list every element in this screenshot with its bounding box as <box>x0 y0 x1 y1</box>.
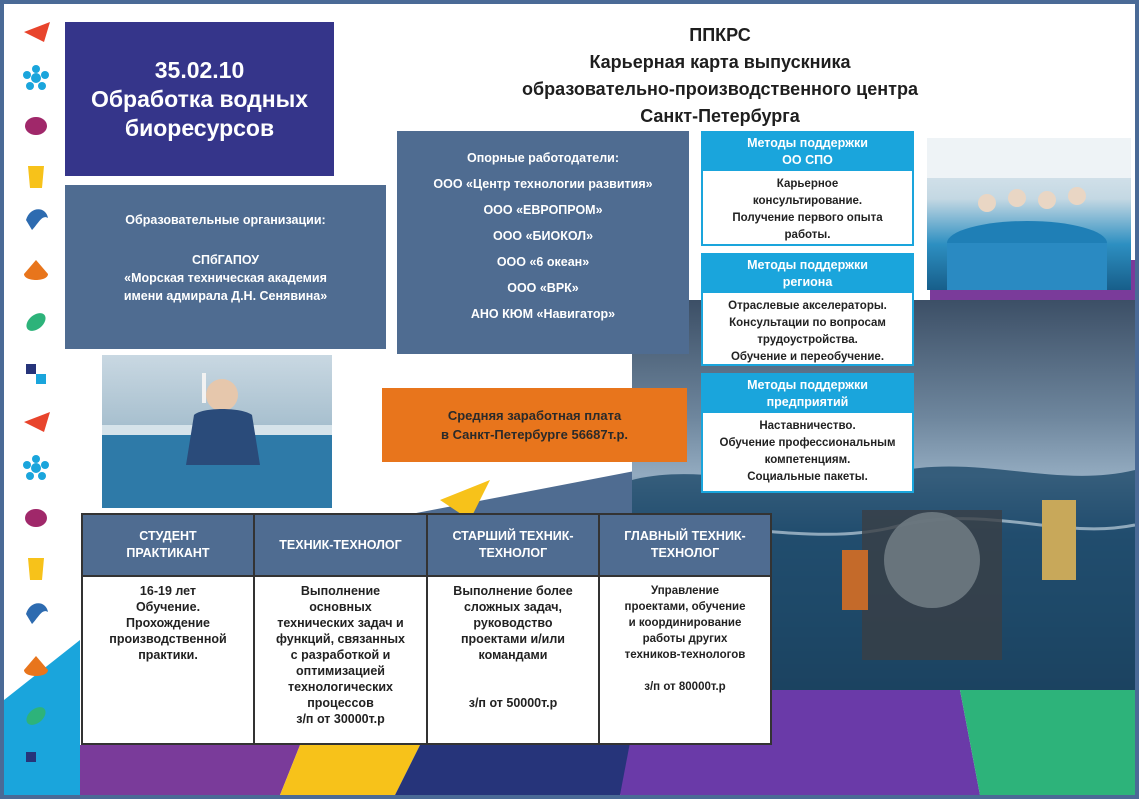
education-org-line1: СПбГАПОУ <box>191 253 260 267</box>
career-line: сложных задач, <box>463 600 563 614</box>
employer-item: ООО «Центр технологии развития» <box>433 177 653 191</box>
main-title-line1: ППКРС <box>689 25 751 45</box>
support-box-header <box>703 375 912 413</box>
icon-column <box>20 20 56 780</box>
career-line: технологических <box>288 680 393 694</box>
career-line: с разработкой и <box>290 648 391 662</box>
leaf-green-icon <box>23 310 49 335</box>
support-line: Консультации по вопросам <box>729 317 886 329</box>
career-line: проектами и/или <box>461 632 565 646</box>
bg-shape-purple <box>80 745 300 795</box>
lab-photo-art <box>102 355 332 508</box>
career-pay: з/п от 50000т.р <box>468 696 558 710</box>
squares-icon <box>26 364 46 384</box>
fish-farm-students-photo <box>927 138 1131 290</box>
support-box-body <box>703 413 912 486</box>
support-line: Карьерное <box>776 178 839 190</box>
career-column-body <box>428 577 598 711</box>
employer-item: ООО «ВРК» <box>507 281 579 295</box>
career-line: процессов <box>307 696 374 710</box>
support-line: Социальные пакеты. <box>747 471 868 483</box>
education-org-line2: «Морская техническая академия <box>124 271 327 285</box>
career-column-header <box>83 515 253 577</box>
support-subtitle: ОО СПО <box>782 153 833 167</box>
career-line: практики. <box>138 648 198 662</box>
career-pay: з/п от 80000т.р <box>644 681 726 693</box>
career-pay: з/п от 30000т.р <box>296 712 385 726</box>
career-line: основных <box>309 600 372 614</box>
support-line: Обучение профессиональным <box>719 437 896 449</box>
specialty-name-line1: Обработка водных <box>90 85 309 112</box>
career-column-body <box>600 577 770 695</box>
average-salary-box <box>382 388 687 462</box>
career-line: руководство <box>473 616 553 630</box>
support-title: Методы поддержки <box>747 378 868 392</box>
career-column-header <box>600 515 770 577</box>
career-head-line: ТЕХНОЛОГ <box>650 546 720 560</box>
support-title: Методы поддержки <box>747 258 868 272</box>
employer-item: ООО «6 океан» <box>496 255 590 269</box>
bird-icon-2 <box>26 603 48 624</box>
employers-box <box>397 131 689 354</box>
support-title: Методы поддержки <box>747 136 868 150</box>
leaf-icon <box>25 117 47 135</box>
cup-icon <box>28 166 44 188</box>
support-subtitle: региона <box>782 275 833 289</box>
career-line: и координирование <box>628 617 742 629</box>
career-head-line: ТЕХНИК-ТЕХНОЛОГ <box>279 537 402 552</box>
career-head-line: СТАРШИЙ ТЕХНИК- <box>452 529 574 543</box>
career-line: 16-19 лет <box>139 584 197 598</box>
drop-icon-2 <box>24 656 48 676</box>
support-subtitle: предприятий <box>766 395 849 409</box>
support-line: Отраслевые акселераторы. <box>728 300 887 312</box>
squares-icon-2 <box>26 752 46 772</box>
support-box-region <box>701 253 914 366</box>
career-line: технических задач и <box>277 616 404 630</box>
leaf-icon-2 <box>25 509 47 527</box>
support-box-header <box>703 255 912 293</box>
employer-item: ООО «БИОКОЛ» <box>492 229 594 243</box>
support-line: компетенциям. <box>764 454 851 466</box>
drop-icon <box>24 260 48 280</box>
career-line: Обучение. <box>135 600 201 614</box>
employer-item: АНО КЮМ «Навигатор» <box>470 307 616 321</box>
main-title-line2: Карьерная карта выпускника <box>589 52 851 72</box>
career-column-body <box>83 577 253 663</box>
career-line: командами <box>478 648 548 662</box>
support-line: Получение первого опыта <box>732 212 883 224</box>
main-title <box>420 22 1020 130</box>
specialty-title-box <box>65 22 334 176</box>
specialty-name-line2: биоресурсов <box>124 114 275 141</box>
career-line: работы других <box>642 633 728 645</box>
support-box-enterprise <box>701 373 914 493</box>
salary-line1: Средняя заработная плата <box>447 408 622 423</box>
career-line: Выполнение <box>300 584 381 598</box>
cup-icon-2 <box>28 558 44 580</box>
employer-item: ООО «ЕВРОПРОМ» <box>483 203 603 217</box>
career-line: техников-технологов <box>624 649 746 661</box>
career-line: оптимизацией <box>296 664 385 678</box>
bg-shape-green-right <box>960 690 1135 795</box>
specialty-code: 35.02.10 <box>154 56 245 83</box>
career-line: функций, связанных <box>275 632 406 646</box>
career-column-student <box>83 515 255 743</box>
employers-heading: Опорные работодатели: <box>466 151 619 165</box>
education-box <box>65 185 386 349</box>
career-column-senior <box>428 515 600 743</box>
support-line: Наставничество. <box>759 420 856 432</box>
career-column-chief <box>600 515 770 743</box>
lab-scientist-photo <box>102 355 332 508</box>
support-line: консультирование. <box>752 195 863 207</box>
career-track-table <box>81 513 772 745</box>
education-heading: Образовательные организации: <box>125 213 326 227</box>
main-title-line4: Санкт-Петербурга <box>640 106 800 126</box>
career-column-body <box>255 577 426 727</box>
support-line: работы. <box>784 229 831 241</box>
support-box-body <box>703 171 912 244</box>
main-title-line3: образовательно-производственного центра <box>522 79 918 99</box>
career-head-line: ПРАКТИКАНТ <box>126 546 210 560</box>
salary-line2: в Санкт-Петербурге 56687т.р. <box>440 427 629 442</box>
career-line: Выполнение более <box>453 584 573 598</box>
triangle-icon-2 <box>24 412 50 432</box>
triangle-icon <box>24 22 50 42</box>
asterisk-icon-2 <box>23 455 49 480</box>
support-line: Обучение и переобучение. <box>730 351 885 363</box>
career-line: Управление <box>651 585 719 597</box>
career-line: производственной <box>109 632 227 646</box>
career-column-technician <box>255 515 428 743</box>
asterisk-icon <box>23 65 49 90</box>
career-head-line: ТЕХНОЛОГ <box>478 546 548 560</box>
career-head-line: СТУДЕНТ <box>139 529 197 543</box>
bird-icon <box>26 209 48 230</box>
career-line: проектами, обучение <box>624 601 746 613</box>
career-line: Прохождение <box>126 616 210 630</box>
support-box-spo <box>701 131 914 246</box>
fish-photo-art <box>927 138 1131 290</box>
support-line: трудоустройства. <box>757 334 858 346</box>
bg-shape-navy <box>395 745 640 795</box>
support-box-header <box>703 133 912 171</box>
career-head-line: ГЛАВНЫЙ ТЕХНИК- <box>624 529 746 543</box>
education-org-line3: имени адмирала Д.Н. Сенявина» <box>123 289 328 303</box>
career-column-header <box>255 515 426 577</box>
career-column-header <box>428 515 598 577</box>
support-box-body <box>703 293 912 366</box>
leaf-green-icon-2 <box>23 704 49 729</box>
